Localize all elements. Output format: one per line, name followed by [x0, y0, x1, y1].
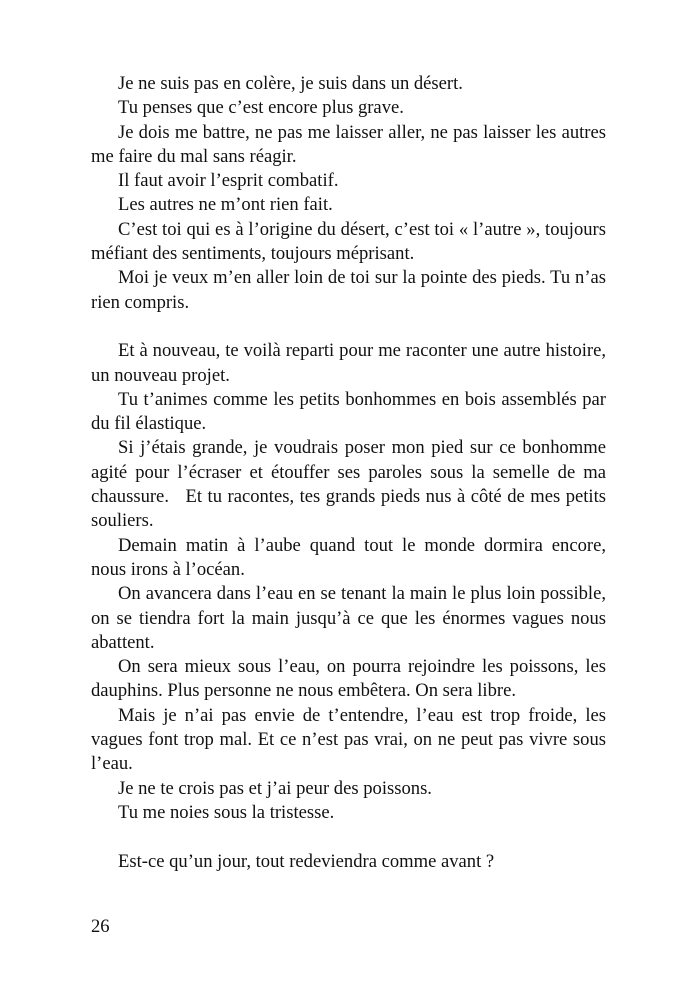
paragraph: On sera mieux sous l’eau, on pourra rejoindre les poissons, les dauphins. Plus personne ne nous embêtera. On sera libre. [91, 656, 606, 702]
paragraph: Est-ce qu’un jour, tout redeviendra comme avant ? [118, 850, 495, 872]
paragraph: Il faut avoir l’esprit combatif. [118, 170, 339, 192]
section-break [91, 315, 606, 339]
paragraph: Mais je n’ai pas envie de t’entendre, l’eau est trop froide, les vagues font trop mal. Et ce n’est pas vrai, on ne peut pas vivre sous l’eau. [91, 704, 606, 775]
section-break [91, 825, 606, 849]
paragraph: Moi je veux m’en aller loin de toi sur la pointe des pieds. Tu n’as rien compris. [91, 267, 606, 313]
paragraph: Je ne suis pas en colère, je suis dans un désert. [118, 73, 463, 94]
paragraph: Demain matin à l’aube quand tout le monde dormira encore, nous irons à l’océan. [91, 534, 606, 580]
paragraph: Les autres ne m’ont rien fait. [118, 194, 333, 216]
paragraph: Si j’étais grande, je voudrais poser mon pied sur ce bonhomme agité pour l’écraser et étouffer ses paroles sous la semelle de ma chaussure. Et tu racontes, tes grands pieds nus à côté de mes petits souliers. [91, 437, 611, 532]
paragraph: Tu penses que c’est encore plus grave. [118, 97, 404, 119]
paragraph: Tu t’animes comme les petits bonhommes en bois assemblés par du fil élastique. [91, 388, 606, 435]
paragraph: Tu me noies sous la tristesse. [118, 801, 335, 823]
paragraph: Et à nouveau, te voilà reparti pour me raconter une autre histoire, un nouveau projet. [91, 340, 606, 386]
paragraph: Je dois me battre, ne pas me laisser aller, ne pas laisser les autres me faire du mal sans réagir. [91, 121, 606, 167]
paragraph: Je ne te crois pas et j’ai peur des poissons. [118, 777, 432, 799]
body-text [91, 72, 611, 874]
paragraph: C’est toi qui es à l’origine du désert, c’est toi « l’autre », toujours méfiant des sentiments, toujours méprisant. [91, 218, 606, 265]
paragraph: On avancera dans l’eau en se tenant la main le plus loin possible, on se tiendra fort la main jusqu’à ce que les énormes vagues nous abattent. [91, 583, 606, 653]
page-number: 26 [91, 916, 110, 937]
